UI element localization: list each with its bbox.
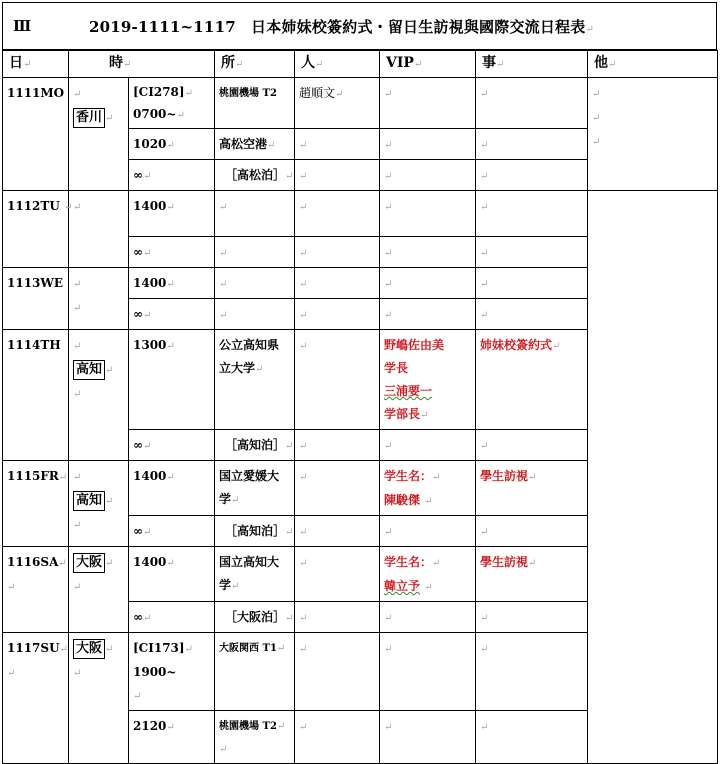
header-place: 所↵ [215,51,295,78]
matter-cell: 學生訪視↵ [476,547,588,602]
place-cell: 国立高知大 学↵ [215,547,295,602]
person-cell: ↵ [295,268,380,299]
area-label: 高知 [73,360,105,380]
day-cell: 1112TU ↵ [3,191,69,268]
document-title [89,16,594,37]
area-cell: ↵ 香川 ↵ [69,78,129,191]
person-cell: ↵ [295,711,380,764]
place-cell: 桃園機場 T2↵ ↵ [215,711,295,764]
place-cell: 大阪関西 T1↵ [215,633,295,711]
person-cell: ↵ [295,461,380,516]
matter-cell: ↵ [476,602,588,633]
matter-cell: ↵ [476,160,588,191]
person-cell: ↵ [295,129,380,160]
document-title-text: 2019-1111~1117 日本姉妹校簽約式・留日生訪視與國際交流日程表 [89,18,586,36]
matter-cell: ↵ [476,268,588,299]
other-cell: ↵ ↵ ↵ [588,78,718,191]
person-cell: 趙順文↵ [295,78,380,129]
area-cell: 大阪 ↵ ↵ [69,547,129,633]
header-matter: 事↵ [476,51,588,78]
other-cell [588,191,718,764]
vip-cell: 学生名：↵ 韓立予 ↵ [380,547,476,602]
time-cell: ∞↵ [129,237,215,268]
day-cell: 1117SU↵ ↵ [3,633,69,764]
person-cell: ↵ [295,299,380,330]
person-cell: ↵ [295,547,380,602]
area-label: 香川 [73,108,105,128]
person-cell: ↵ [295,633,380,711]
header-person: 人↵ [295,51,380,78]
person-cell: ↵ [295,191,380,237]
table-row [3,78,718,129]
place-cell: 公立高知県 立大学↵ [215,330,295,430]
matter-cell: ↵ [476,78,588,129]
area-cell: ↵ 高知 ↵ ↵ [69,461,129,547]
matter-cell: ↵ [476,516,588,547]
time-cell: 1400↵ [129,268,215,299]
place-cell: ［高知泊］↵ [215,430,295,461]
vip-cell: ↵ [380,516,476,547]
matter-cell: ↵ [476,430,588,461]
day-cell: 1116SA↵ ↵ [3,547,69,633]
header-row [3,51,718,78]
vip-cell: ↵ [380,78,476,129]
header-vip: VIP↵ [380,51,476,78]
vip-cell: 野嶋佐由美 学長 三浦要一 学部長↵ [380,330,476,430]
time-cell: [CI173]↵ 1900~ ↵ [129,633,215,711]
vip-cell: ↵ [380,129,476,160]
day-cell: 1113WE [3,268,69,330]
matter-cell: ↵ [476,129,588,160]
header-time: 時↵ [69,51,215,78]
schedule-table [2,50,718,764]
matter-cell: ↵ [476,299,588,330]
day-cell: 1111MO [3,78,69,191]
person-cell: ↵ [295,237,380,268]
person-cell: ↵ [295,430,380,461]
area-label: 大阪 [73,639,105,659]
vip-cell: ↵ [380,160,476,191]
person-cell: ↵ [295,330,380,430]
time-cell: ∞↵ [129,299,215,330]
time-cell: ∞↵ [129,430,215,461]
matter-cell: ↵ [476,237,588,268]
header-other: 他↵ [588,51,718,78]
title-roman-numeral: Ⅲ [13,17,32,35]
area-cell: 大阪 ↵ ↵ [69,633,129,764]
vip-cell: ↵ [380,299,476,330]
area-cell: ↵ 高知 ↵ ↵ [69,330,129,461]
vip-cell: ↵ [380,602,476,633]
person-cell: ↵ [295,602,380,633]
vip-cell: ↵ [380,633,476,711]
area-cell: ↵ ↵ [69,268,129,330]
place-cell: ↵ [215,191,295,237]
time-cell: [CI278]↵ 0700~↵ [129,78,215,129]
place-cell: ［高知泊］↵ [215,516,295,547]
vip-cell: ↵ [380,237,476,268]
place-cell: 高松空港↵ [215,129,295,160]
table-row [3,191,718,237]
time-cell: 1300↵ [129,330,215,430]
time-cell: 1400↵ [129,191,215,237]
vip-cell: ↵ [380,711,476,764]
matter-cell: ↵ [476,711,588,764]
vip-cell: ↵ [380,268,476,299]
day-cell: 1115FR↵ [3,461,69,547]
vip-cell: ↵ [380,430,476,461]
place-cell: ［高松泊］↵ [215,160,295,191]
place-cell: 桃園機場 T2 [215,78,295,129]
person-cell: ↵ [295,160,380,191]
place-cell: ↵ [215,268,295,299]
matter-cell: ↵ [476,633,588,711]
day-cell: 1114TH [3,330,69,461]
matter-cell: ↵ [476,191,588,237]
area-label: 大阪 [73,553,105,573]
matter-cell: 學生訪視↵ [476,461,588,516]
time-cell: 2120↵ [129,711,215,764]
area-label: 高知 [73,491,105,511]
title-box [2,2,717,50]
place-cell: ↵ [215,237,295,268]
vip-cell: 学生名：↵ 陳駿傑 ↵ [380,461,476,516]
time-cell: 1400↵ [129,461,215,516]
place-cell: ↵ [215,299,295,330]
place-cell: 国立愛媛大 学↵ [215,461,295,516]
vip-cell: ↵ [380,191,476,237]
time-cell: ∞↵ [129,602,215,633]
matter-cell: 姉妹校簽約式↵ [476,330,588,430]
paragraph-mark: ↵ [585,24,595,35]
area-cell: ↵ [69,191,129,268]
time-cell: 1400↵ [129,547,215,602]
person-cell: ↵ [295,516,380,547]
time-cell: ∞↵ [129,160,215,191]
place-cell: ［大阪泊］↵ [215,602,295,633]
header-day: 日↵ [3,51,69,78]
time-cell: 1020↵ [129,129,215,160]
time-cell: ∞↵ [129,516,215,547]
